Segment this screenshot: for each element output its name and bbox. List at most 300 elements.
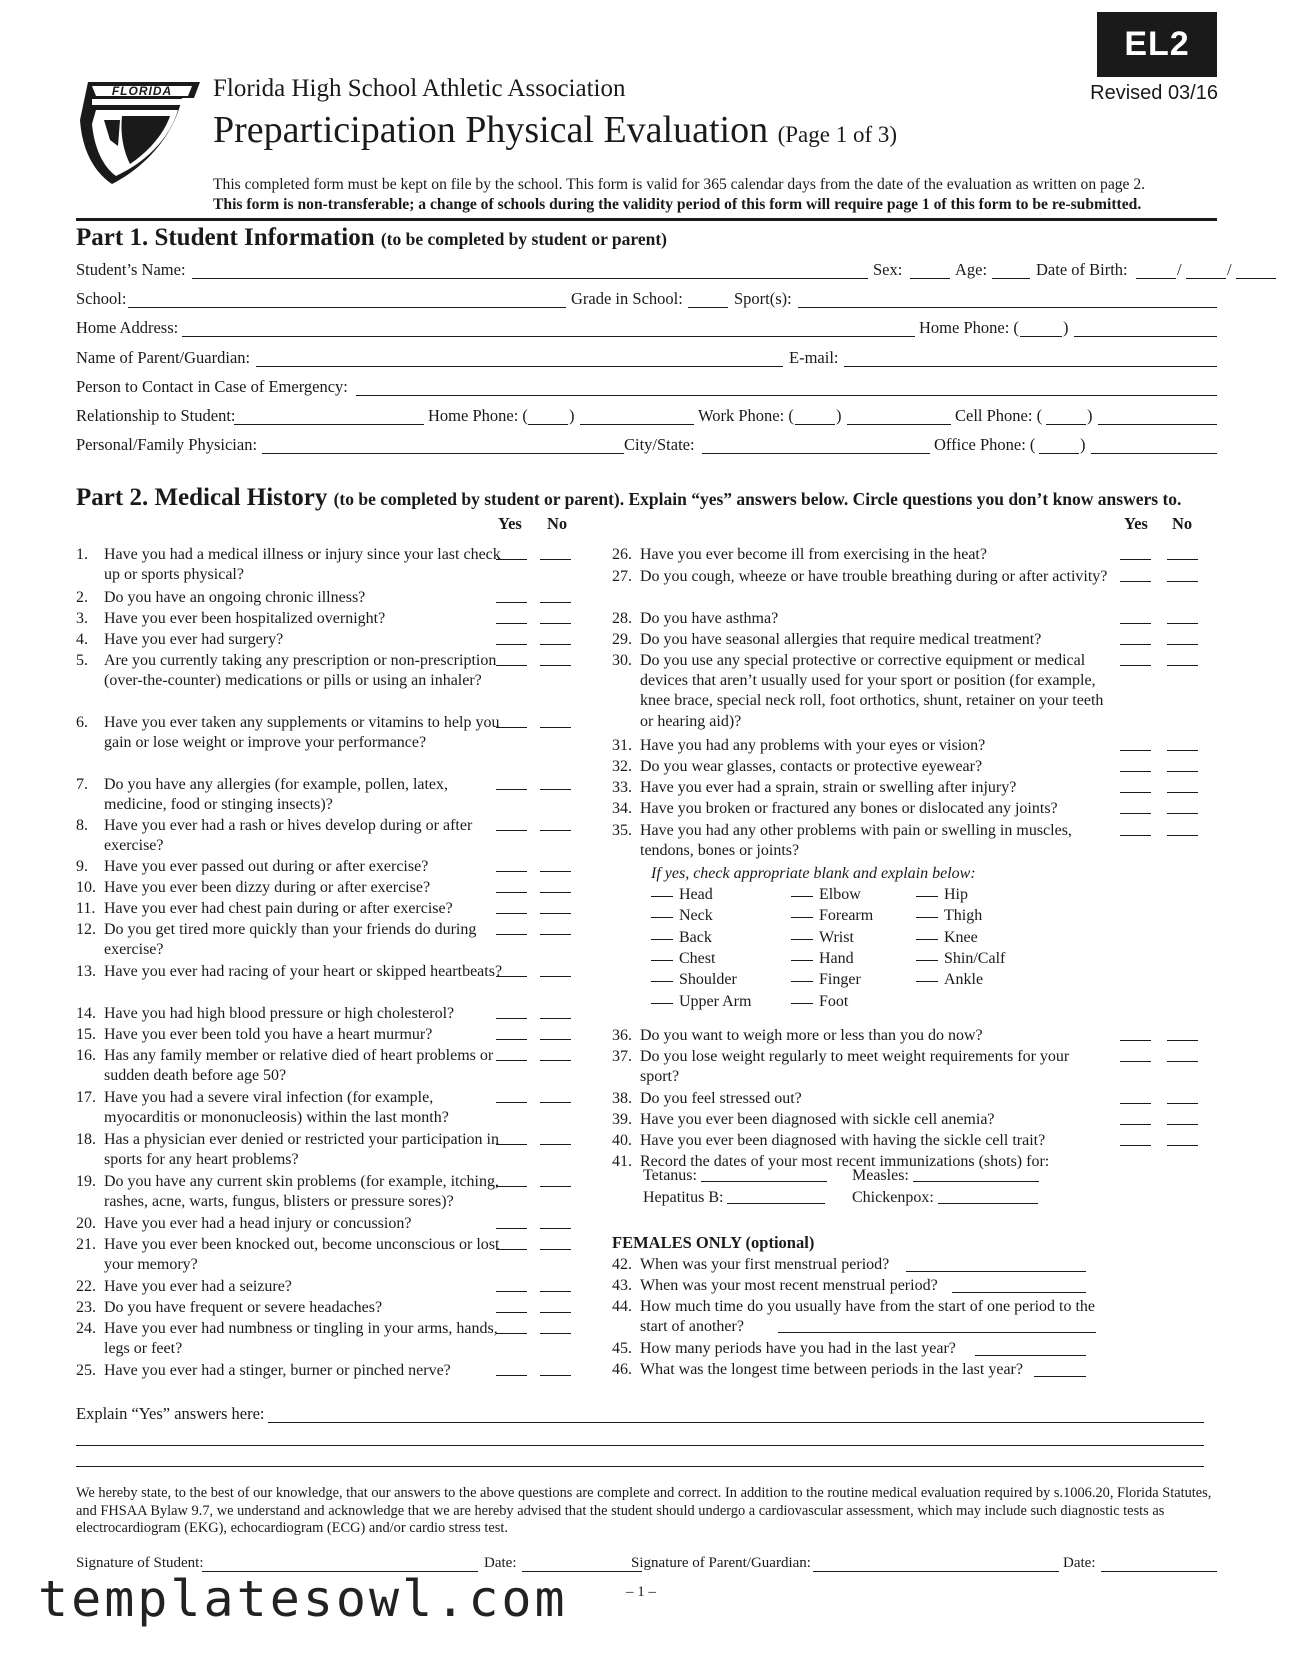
explain-line-3[interactable] bbox=[76, 1466, 1204, 1467]
question-number: 45. bbox=[612, 1340, 632, 1357]
field-emergency-home-phone[interactable] bbox=[580, 424, 694, 425]
question-text: How much time do you usually have from the start of one period to the start of another? bbox=[640, 1298, 1096, 1336]
question-number: 38. bbox=[612, 1090, 632, 1107]
question-number: 41. bbox=[612, 1153, 632, 1170]
question-text: Have you ever been told you have a heart murmur? bbox=[104, 1026, 433, 1043]
answer-yes-blank[interactable] bbox=[496, 871, 527, 872]
label-parent-date: Date: bbox=[1063, 1555, 1096, 1571]
paren-close: ) bbox=[836, 406, 842, 425]
question-text: What was the longest time between periods in the last year? bbox=[640, 1361, 1023, 1378]
question-number: 40. bbox=[612, 1132, 632, 1149]
female-answer-field[interactable] bbox=[952, 1292, 1086, 1293]
row-physician bbox=[76, 435, 1217, 459]
body-part-label: Foot bbox=[819, 992, 849, 1010]
imm-tetanus bbox=[643, 1167, 827, 1185]
part2-title: Part 2. Medical History bbox=[76, 484, 328, 511]
label-school: School: bbox=[76, 289, 127, 308]
answer-yes-blank[interactable] bbox=[1120, 1124, 1151, 1125]
imm-hepatitis bbox=[643, 1189, 825, 1207]
body-part-option bbox=[791, 971, 861, 989]
answer-no-blank[interactable] bbox=[540, 1291, 571, 1292]
answer-no-blank[interactable] bbox=[1167, 644, 1198, 645]
column-no-left: No bbox=[547, 514, 568, 533]
field-dob-year[interactable] bbox=[1236, 278, 1276, 279]
question-text: Have you ever been hospitalized overnight? bbox=[104, 610, 386, 627]
question-number: 20. bbox=[76, 1215, 96, 1232]
question-number: 9. bbox=[76, 858, 88, 875]
form-title-text: Preparticipation Physical Evaluation bbox=[213, 109, 769, 151]
label-physician: Personal/Family Physician: bbox=[76, 435, 258, 454]
question-number: 25. bbox=[76, 1362, 96, 1379]
question-number: 26. bbox=[612, 546, 632, 563]
body-part-checkbox[interactable] bbox=[791, 981, 813, 982]
explain-yes-label: Explain “Yes” answers here: bbox=[76, 1404, 265, 1423]
question-number: 32. bbox=[612, 758, 632, 775]
question-text: When was your most recent menstrual period? bbox=[640, 1277, 938, 1294]
body-part-checkbox[interactable] bbox=[651, 960, 673, 961]
body-part-label: Head bbox=[679, 886, 713, 903]
body-part-checkbox[interactable] bbox=[791, 939, 813, 940]
question-text: Has any family member or relative died of heart problems or sudden death before age 50? bbox=[104, 1047, 494, 1085]
answer-yes-blank[interactable] bbox=[496, 1333, 527, 1334]
answer-yes-blank[interactable] bbox=[496, 727, 527, 728]
answer-yes-blank[interactable] bbox=[1120, 665, 1151, 666]
answer-yes-blank[interactable] bbox=[496, 976, 527, 977]
field-home-phone[interactable] bbox=[1074, 336, 1217, 337]
field-email[interactable] bbox=[844, 366, 1217, 367]
question-text: Do you want to weigh more or less than you do now? bbox=[640, 1027, 983, 1044]
part2-heading bbox=[76, 484, 1181, 512]
field-tetanus[interactable] bbox=[701, 1168, 827, 1182]
question-number: 31. bbox=[612, 737, 632, 754]
label-cell-phone: Cell Phone: ( bbox=[955, 406, 1043, 425]
answer-no-blank[interactable] bbox=[540, 934, 571, 935]
question-text: Have you ever had a sprain, strain or swelling after injury? bbox=[640, 779, 1017, 796]
page-number: – 1 – bbox=[626, 1584, 656, 1600]
label-dob: Date of Birth: bbox=[1036, 260, 1128, 279]
answer-no-blank[interactable] bbox=[540, 830, 571, 831]
female-answer-field[interactable] bbox=[1034, 1376, 1086, 1377]
field-city-state[interactable] bbox=[702, 453, 930, 454]
question-number: 44. bbox=[612, 1298, 632, 1315]
field-dob-month[interactable] bbox=[1136, 278, 1176, 279]
question-text: Do you have seasonal allergies that require medical treatment? bbox=[640, 631, 1042, 648]
parent-statement: We hereby state, to the best of our knowledge, that our answers to the above questions are complete and correct. In addition to the routine medical evaluation required by s.1006.20, Florida Statutes, and FHSAA Bylaw 9.7, we understand and acknowledge that we are hereby advised that the student should undergo a cardiovascular assessment, which may include such diagnostic tests as electrocardiogram (EKG), echocardiogram (ECG) and/or cardio stress test. bbox=[76, 1485, 1212, 1536]
body-part-option bbox=[791, 993, 848, 1011]
field-grade[interactable] bbox=[688, 307, 728, 308]
question-number: 22. bbox=[76, 1278, 96, 1295]
answer-yes-blank[interactable] bbox=[496, 623, 527, 624]
field-home-address[interactable] bbox=[182, 336, 915, 337]
field-sex[interactable] bbox=[910, 278, 950, 279]
question-text: Do you have any allergies (for example, pollen, latex, medicine, food or stinging insects)? bbox=[104, 776, 449, 814]
body-part-checkbox[interactable] bbox=[916, 917, 938, 918]
field-home-phone-area[interactable] bbox=[1020, 336, 1062, 337]
body-part-label: Neck bbox=[679, 907, 713, 925]
label-age: Age: bbox=[955, 260, 988, 279]
answer-yes-blank[interactable] bbox=[496, 913, 527, 914]
question-number: 6. bbox=[76, 714, 88, 731]
question-text: Have you ever been knocked out, become unconscious or lost your memory? bbox=[104, 1236, 500, 1274]
answer-no-blank[interactable] bbox=[540, 789, 571, 790]
label-home-address: Home Address: bbox=[76, 318, 179, 337]
answer-no-blank[interactable] bbox=[540, 602, 571, 603]
answer-yes-blank[interactable] bbox=[496, 1249, 527, 1250]
intro-line-1: This completed form must be kept on file by the school. This form is valid for 365 calendar days from the date of the evaluation as written on page 2. bbox=[213, 176, 1146, 193]
question-text: How many periods have you had in the last year? bbox=[640, 1340, 956, 1357]
body-part-option bbox=[916, 950, 1005, 968]
body-part-option bbox=[791, 907, 873, 925]
fhsaa-logo bbox=[74, 76, 206, 188]
question-number: 36. bbox=[612, 1027, 632, 1044]
female-question-46 bbox=[612, 1360, 1112, 1402]
body-part-checkbox[interactable] bbox=[651, 939, 673, 940]
label-chickenpox: Chickenpox: bbox=[852, 1189, 934, 1206]
body-part-option bbox=[651, 993, 751, 1011]
row-home-address bbox=[76, 318, 1217, 342]
answer-yes-blank[interactable] bbox=[496, 1018, 527, 1019]
answer-no-blank[interactable] bbox=[540, 913, 571, 914]
answer-yes-blank[interactable] bbox=[496, 665, 527, 666]
question-number: 14. bbox=[76, 1005, 96, 1022]
answer-no-blank[interactable] bbox=[540, 1144, 571, 1145]
explain-line-2[interactable] bbox=[76, 1445, 1204, 1446]
body-part-label: Chest bbox=[679, 949, 716, 967]
field-emergency-contact[interactable] bbox=[356, 395, 1217, 396]
answer-yes-blank[interactable] bbox=[496, 1144, 527, 1145]
field-parent-signature[interactable] bbox=[813, 1571, 1059, 1572]
field-chickenpox[interactable] bbox=[938, 1190, 1038, 1204]
body-part-option bbox=[916, 929, 978, 947]
answer-no-blank[interactable] bbox=[1167, 559, 1198, 560]
answer-no-blank[interactable] bbox=[540, 1039, 571, 1040]
body-part-checkbox[interactable] bbox=[651, 981, 673, 982]
field-parent-date[interactable] bbox=[1101, 1571, 1217, 1572]
body-part-option bbox=[651, 886, 713, 904]
question-text: Are you currently taking any prescription or non-prescription (over-the-counter) medications or pills or using an inhaler? bbox=[104, 652, 497, 690]
body-part-label: Shin/Calf bbox=[944, 949, 1006, 967]
body-part-label: Shoulder bbox=[679, 971, 737, 989]
answer-no-blank[interactable] bbox=[540, 1186, 571, 1187]
question-text: Have you ever had a seizure? bbox=[104, 1278, 292, 1295]
column-no-right: No bbox=[1172, 514, 1193, 533]
answer-yes-blank[interactable] bbox=[496, 934, 527, 935]
answer-no-blank[interactable] bbox=[1167, 750, 1198, 751]
answer-no-blank[interactable] bbox=[1167, 813, 1198, 814]
question-text: Do you get tired more quickly than your friends do during exercise? bbox=[104, 921, 477, 959]
field-sports[interactable] bbox=[798, 307, 1217, 308]
answer-no-blank[interactable] bbox=[1167, 623, 1198, 624]
answer-yes-blank[interactable] bbox=[1120, 559, 1151, 560]
question-number: 10. bbox=[76, 879, 96, 896]
question-number: 2. bbox=[76, 589, 88, 606]
label-student-date: Date: bbox=[484, 1555, 517, 1571]
answer-no-blank[interactable] bbox=[1167, 1145, 1198, 1146]
answer-yes-blank[interactable] bbox=[496, 1291, 527, 1292]
label-student-signature: Signature of Student: bbox=[76, 1555, 204, 1571]
label-parent: Name of Parent/Guardian: bbox=[76, 348, 251, 367]
answer-yes-blank[interactable] bbox=[1120, 771, 1151, 772]
label-email: E-mail: bbox=[789, 348, 839, 367]
body-part-label: Forearm bbox=[819, 907, 874, 925]
question-text: Do you have an ongoing chronic illness? bbox=[104, 589, 366, 606]
question-number: 7. bbox=[76, 776, 88, 793]
answer-no-blank[interactable] bbox=[540, 1249, 571, 1250]
question-text: Record the dates of your most recent immunizations (shots) for: bbox=[640, 1153, 1050, 1170]
question-number: 30. bbox=[612, 652, 632, 669]
field-parent-name[interactable] bbox=[256, 366, 783, 367]
question-30 bbox=[612, 651, 1217, 730]
field-hepatitis[interactable] bbox=[727, 1190, 825, 1204]
body-part-checkbox[interactable] bbox=[791, 960, 813, 961]
revision-date: Revised 03/16 bbox=[1090, 82, 1218, 104]
answer-no-blank[interactable] bbox=[540, 727, 571, 728]
body-part-label: Ankle bbox=[944, 971, 984, 989]
question-text: Do you use any special protective or corrective equipment or medical devices that aren’t usually used for your sport or position (for example, knee brace, special neck roll, foot orthotics, shunt, retainer on your teeth or hearing aid)? bbox=[640, 652, 1104, 730]
answer-yes-blank[interactable] bbox=[1120, 644, 1151, 645]
question-text: Have you ever been diagnosed with sickle cell anemia? bbox=[640, 1111, 995, 1128]
answer-no-blank[interactable] bbox=[540, 559, 571, 560]
answer-yes-blank[interactable] bbox=[496, 602, 527, 603]
label-relationship: Relationship to Student: bbox=[76, 406, 236, 425]
answer-no-blank[interactable] bbox=[540, 976, 571, 977]
question-number: 5. bbox=[76, 652, 88, 669]
female-answer-field[interactable] bbox=[906, 1271, 1086, 1272]
answer-yes-blank[interactable] bbox=[496, 644, 527, 645]
body-part-option bbox=[791, 929, 854, 947]
answer-no-blank[interactable] bbox=[540, 892, 571, 893]
question-number: 21. bbox=[76, 1236, 96, 1253]
body-part-option bbox=[651, 929, 712, 947]
question-number: 28. bbox=[612, 610, 632, 627]
question-text: Have you ever been dizzy during or after exercise? bbox=[104, 879, 431, 896]
paren-close: ) bbox=[569, 406, 575, 425]
body-part-label: Back bbox=[679, 928, 712, 946]
body-part-checkbox[interactable] bbox=[916, 939, 938, 940]
answer-no-blank[interactable] bbox=[540, 1060, 571, 1061]
label-work-phone: Work Phone: ( bbox=[698, 406, 794, 425]
question-text: Do you cough, wheeze or have trouble breathing during or after activity? bbox=[640, 568, 1108, 585]
female-question-44 bbox=[612, 1297, 1112, 1339]
imm-measles bbox=[852, 1167, 1039, 1185]
body-part-label: Wrist bbox=[819, 928, 854, 946]
answer-no-blank[interactable] bbox=[1167, 581, 1198, 582]
female-answer-field[interactable] bbox=[975, 1355, 1086, 1356]
question-number: 1. bbox=[76, 546, 88, 563]
question-text: Have you ever had a stinger, burner or pinched nerve? bbox=[104, 1362, 451, 1379]
question-number: 11. bbox=[76, 900, 96, 917]
question-text: Do you have any current skin problems (for example, itching, rashes, acne, warts, fungus, blisters or pressure sores)? bbox=[104, 1173, 499, 1211]
dob-slash: / bbox=[1227, 260, 1232, 279]
question-text: Have you ever taken any supplements or vitamins to help you gain or lose weight or improve your performance? bbox=[104, 714, 500, 752]
body-part-label: Elbow bbox=[819, 886, 861, 903]
body-part-option bbox=[916, 971, 983, 989]
question-text: Do you wear glasses, contacts or protective eyewear? bbox=[640, 758, 983, 775]
explain-line-1[interactable] bbox=[268, 1422, 1204, 1423]
answer-yes-blank[interactable] bbox=[496, 892, 527, 893]
field-work-phone[interactable] bbox=[847, 424, 951, 425]
question-number: 39. bbox=[612, 1111, 632, 1128]
answer-yes-blank[interactable] bbox=[496, 789, 527, 790]
answer-no-blank[interactable] bbox=[540, 1312, 571, 1313]
body-part-checkbox[interactable] bbox=[791, 896, 813, 897]
answer-no-blank[interactable] bbox=[540, 1228, 571, 1229]
question-number: 12. bbox=[76, 921, 96, 938]
body-part-label: Hip bbox=[944, 886, 968, 903]
answer-yes-blank[interactable] bbox=[496, 559, 527, 560]
field-emergency-home-area[interactable] bbox=[528, 424, 568, 425]
question-text: Have you had any problems with your eyes or vision? bbox=[640, 737, 986, 754]
answer-no-blank[interactable] bbox=[540, 1018, 571, 1019]
female-answer-field[interactable] bbox=[778, 1332, 1096, 1333]
question-number: 34. bbox=[612, 800, 632, 817]
question-text: Have you ever been diagnosed with having the sickle cell trait? bbox=[640, 1132, 1046, 1149]
body-part-checkbox[interactable] bbox=[791, 1003, 813, 1004]
answer-yes-blank[interactable] bbox=[496, 1102, 527, 1103]
question-text: Have you ever had a head injury or concussion? bbox=[104, 1215, 412, 1232]
label-emergency-contact: Person to Contact in Case of Emergency: bbox=[76, 377, 348, 396]
field-office-phone[interactable] bbox=[1091, 453, 1217, 454]
answer-no-blank[interactable] bbox=[1167, 1103, 1198, 1104]
body-part-checkbox[interactable] bbox=[651, 917, 673, 918]
answer-yes-blank[interactable] bbox=[1120, 1103, 1151, 1104]
field-physician[interactable] bbox=[262, 453, 624, 454]
body-part-label: Upper Arm bbox=[679, 992, 752, 1010]
part1-title: Part 1. Student Information bbox=[76, 224, 375, 251]
question-text: Do you have asthma? bbox=[640, 610, 779, 627]
question-text: Have you had high blood pressure or high cholesterol? bbox=[104, 1005, 455, 1022]
answer-yes-blank[interactable] bbox=[496, 1060, 527, 1061]
paren-close: ) bbox=[1063, 318, 1069, 337]
field-cell-phone-area[interactable] bbox=[1046, 424, 1086, 425]
svg-text:FLORIDA: FLORIDA bbox=[111, 84, 173, 98]
answer-no-blank[interactable] bbox=[1167, 835, 1198, 836]
answer-no-blank[interactable] bbox=[1167, 771, 1198, 772]
question-number: 23. bbox=[76, 1299, 96, 1316]
imm-chickenpox bbox=[852, 1189, 1038, 1207]
body-part-option bbox=[791, 886, 861, 904]
field-office-phone-area[interactable] bbox=[1039, 453, 1079, 454]
females-only-heading: FEMALES ONLY (optional) bbox=[612, 1233, 815, 1252]
label-measles: Measles: bbox=[852, 1167, 909, 1184]
row-school bbox=[76, 289, 1217, 313]
body-part-checkbox[interactable] bbox=[916, 896, 938, 897]
answer-yes-blank[interactable] bbox=[1120, 623, 1151, 624]
answer-yes-blank[interactable] bbox=[496, 1228, 527, 1229]
answer-yes-blank[interactable] bbox=[496, 1375, 527, 1376]
answer-no-blank[interactable] bbox=[1167, 1040, 1198, 1041]
body-part-checkbox[interactable] bbox=[791, 917, 813, 918]
question-5 bbox=[76, 651, 576, 711]
question-text: When was your first menstrual period? bbox=[640, 1256, 890, 1273]
answer-yes-blank[interactable] bbox=[1120, 835, 1151, 836]
part1-heading bbox=[76, 224, 667, 252]
answer-yes-blank[interactable] bbox=[496, 1312, 527, 1313]
label-emergency-home-phone: Home Phone: ( bbox=[428, 406, 528, 425]
body-part-checkbox[interactable] bbox=[651, 1003, 673, 1004]
question-number: 13. bbox=[76, 963, 96, 980]
field-work-phone-area[interactable] bbox=[795, 424, 835, 425]
answer-yes-blank[interactable] bbox=[1120, 792, 1151, 793]
answer-no-blank[interactable] bbox=[1167, 1061, 1198, 1062]
question-number: 46. bbox=[612, 1361, 632, 1378]
body-part-label: Knee bbox=[944, 928, 978, 946]
organization-name: Florida High School Athletic Association bbox=[213, 75, 626, 102]
question-number: 37. bbox=[612, 1048, 632, 1065]
field-dob-day[interactable] bbox=[1186, 278, 1226, 279]
row-student-name bbox=[76, 260, 1232, 284]
paren-close: ) bbox=[1080, 435, 1086, 454]
question-number: 8. bbox=[76, 817, 88, 834]
answer-no-blank[interactable] bbox=[540, 665, 571, 666]
intro-line-2: This form is non-transferable; a change of schools during the validity period of this form will require page 1 of this form to be re-submitted. bbox=[213, 196, 1142, 213]
answer-yes-blank[interactable] bbox=[1120, 813, 1151, 814]
body-part-checkbox[interactable] bbox=[651, 896, 673, 897]
answer-yes-blank[interactable] bbox=[496, 1186, 527, 1187]
answer-no-blank[interactable] bbox=[540, 1102, 571, 1103]
question-text: Have you ever passed out during or after exercise? bbox=[104, 858, 429, 875]
answer-no-blank[interactable] bbox=[540, 1375, 571, 1376]
question-text: Have you ever had numbness or tingling in your arms, hands, legs or feet? bbox=[104, 1320, 498, 1358]
answer-yes-blank[interactable] bbox=[1120, 750, 1151, 751]
answer-no-blank[interactable] bbox=[540, 644, 571, 645]
question-text: Has a physician ever denied or restricted your participation in sports for any heart problems? bbox=[104, 1131, 499, 1169]
question-text: Do you feel stressed out? bbox=[640, 1090, 802, 1107]
label-hepatitis: Hepatitus B: bbox=[643, 1189, 724, 1206]
label-grade: Grade in School: bbox=[571, 289, 683, 308]
body-part-option bbox=[651, 950, 715, 968]
field-school[interactable] bbox=[128, 307, 566, 308]
question-number: 19. bbox=[76, 1173, 96, 1190]
answer-no-blank[interactable] bbox=[540, 871, 571, 872]
answer-yes-blank[interactable] bbox=[1120, 1040, 1151, 1041]
field-student-name[interactable] bbox=[192, 278, 868, 279]
body-part-checkbox[interactable] bbox=[916, 960, 938, 961]
answer-yes-blank[interactable] bbox=[1120, 1061, 1151, 1062]
answer-no-blank[interactable] bbox=[540, 1333, 571, 1334]
question-number: 27. bbox=[612, 568, 632, 585]
column-yes-left: Yes bbox=[498, 514, 522, 533]
answer-yes-blank[interactable] bbox=[496, 1039, 527, 1040]
field-age[interactable] bbox=[992, 278, 1030, 279]
row-relationship bbox=[76, 406, 1217, 430]
answer-yes-blank[interactable] bbox=[496, 830, 527, 831]
label-tetanus: Tetanus: bbox=[643, 1167, 697, 1184]
field-relationship[interactable] bbox=[234, 424, 424, 425]
question-text: Have you ever had a rash or hives develop during or after exercise? bbox=[104, 817, 473, 855]
body-part-checkbox[interactable] bbox=[916, 981, 938, 982]
answer-yes-blank[interactable] bbox=[1120, 1145, 1151, 1146]
question-number: 43. bbox=[612, 1277, 632, 1294]
question-text: Have you ever had surgery? bbox=[104, 631, 284, 648]
q35-instruction: If yes, check appropriate blank and explain below: bbox=[651, 865, 976, 882]
question-number: 4. bbox=[76, 631, 88, 648]
field-cell-phone[interactable] bbox=[1098, 424, 1217, 425]
question-text: Have you broken or fractured any bones or dislocated any joints? bbox=[640, 800, 1058, 817]
body-part-label: Hand bbox=[819, 949, 854, 967]
question-number: 33. bbox=[612, 779, 632, 796]
form-code-badge: EL2 bbox=[1097, 12, 1217, 77]
site-watermark: templatesowl.com bbox=[38, 1570, 568, 1628]
answer-no-blank[interactable] bbox=[1167, 1124, 1198, 1125]
part1-subtitle: (to be completed by student or parent) bbox=[380, 229, 668, 249]
answer-no-blank[interactable] bbox=[1167, 665, 1198, 666]
answer-no-blank[interactable] bbox=[540, 623, 571, 624]
answer-yes-blank[interactable] bbox=[1120, 581, 1151, 582]
field-measles[interactable] bbox=[913, 1168, 1039, 1182]
answer-no-blank[interactable] bbox=[1167, 792, 1198, 793]
question-number: 17. bbox=[76, 1089, 96, 1106]
